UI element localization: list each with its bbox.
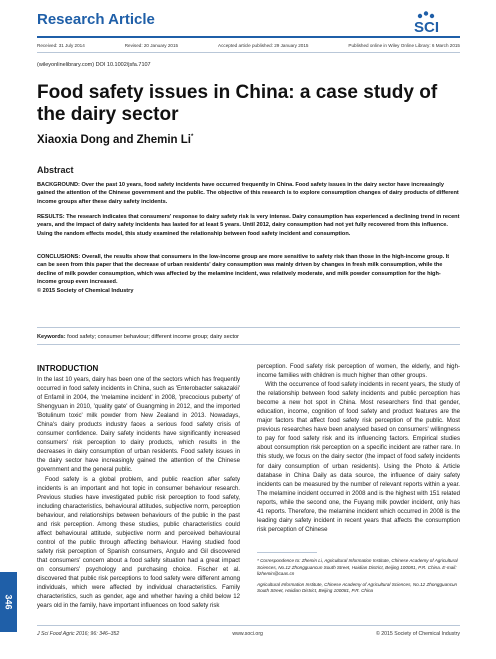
intro-paragraph: Food safety is a global problem, and public reaction after safety incidents is an important and hot topic in consumer behaviour research. Previous studies have investigated public risk perception to food safety, including characteristics, behavioural attitudes, subjective norm, perception behaviour, and relationships between behaviours of the public in the past and risk perception. Among these studies, public characteristics could affect behavioural attitude, subjective norm and perceived behavioural control of the public through affecting behaviour. Having studied food safety risk perception of Spanish consumers, Angulo and Gil discovered that consumers' concern about a food safety situation had a great impact on consumers' psychology and purchasing choice. Fischer et al. discovered that public risk perceptions to food safety were different among individuals, which were affected by individual characteristics. Family characteristics, such as gender, age and whether having a child below 12 years old in the family, have important influences on food safety risk xyxy=(37,475,240,610)
conclusions-label: CONCLUSIONS: xyxy=(37,254,81,260)
section-label: Research Article xyxy=(37,11,155,28)
abstract-background xyxy=(37,181,460,206)
doi[interactable]: (wileyonlinelibrary.com) DOI 10.1002/jsfa.7107 xyxy=(37,62,151,68)
abstract-results xyxy=(37,213,460,238)
divider xyxy=(37,52,460,53)
correspondence-mark: * xyxy=(191,134,194,141)
affiliation-note: Agricultural Information Institute, Chinese Academy of Agricultural Sciences, No.12 Zhongguancun South Street, Haidian District, Beijing 100081, P.R. China xyxy=(257,581,458,594)
keywords-text: food safety; consumer behaviour; different income group; dairy sector xyxy=(67,334,240,340)
accepted-date: Accepted article published: 29 January 2015 xyxy=(218,43,309,48)
left-column xyxy=(37,375,240,610)
page-number: 346 xyxy=(3,594,14,610)
introduction-heading: INTRODUCTION xyxy=(37,364,99,373)
intro-paragraph: With the occurrence of food safety incidents in recent years, the study of the relationship between food safety incidents and public perception has become a new hot spot in China. Most researchers find that gender, education, income, cognition of food safety and product features are the major factors that affect food safety risk perception of the public. Most previous researches have been analysed based on consumers' willingness to pay for food safety risk and its influencing factors. Empirical studies about consumption risk perception on a specific incident are rather rare. In this study, we focus on the dairy sector (the impact of food safety incidents for dairy consumption of urban residents). Using the Photo & Article database in China Daily as data source, the influence of dairy safety incidents can be measured by the number of relevant reports within a year. The melamine incident occurred in 2008 and is the highest with 151 related reports, while the second one, the Fuyang milk powder incident, only has 41 reports. Therefore, the melamine incident which occurred in 2008 is the leading dairy safety incident in recent years that affects the consumption risk perception of Chinese xyxy=(257,381,460,533)
footnote-rule xyxy=(257,552,317,553)
background-text: Over the past 10 years, food safety incidents have occurred frequently in China. Food safety issues in the dairy sector have increasingly gained the attention of the Chinese government and the public. The objective of this research is to explore consumption changes of dairy products of different income groups after these dairy safety incidents. xyxy=(37,182,459,205)
published-date: Published online in Wiley Online Library: 6 March 2015 xyxy=(348,43,460,48)
keywords xyxy=(37,334,460,340)
divider xyxy=(37,344,460,345)
authors xyxy=(37,134,193,146)
right-column xyxy=(257,362,460,534)
journal-citation: J Sci Food Agric 2016; 96: 346–352 xyxy=(37,631,120,637)
abstract-conclusions xyxy=(37,253,460,295)
footnote xyxy=(257,558,460,599)
intro-paragraph: In the last 10 years, dairy has been one of the sectors which has frequently occurred in food safety incidents in China, such as 'Enterobacter sakazakii' of Enfamil in 2004, the 'melamine incident' in 2008, 'precocious puberty' of Shengyuan in 2010, 'quality gate' of Guangming in 2012, and the imported 'Botulinum toxic' milk powder from New Zealand in 2013. Nowadays, China's dairy products industry faces a serious food safety crisis of consumer confidence. Dairy safety incidents have significantly increased consumers' risk perception to dairy products, which results in the decreases in dairy consumption of urban residents. Food safety issues in the dairy sector have increasingly gained the attention of the Chinese government and the general public. xyxy=(37,376,240,474)
intro-paragraph: perception. Food safety risk perception of women, the elderly, and high-income families with children is much higher than other groups. xyxy=(257,363,460,380)
results-text: The research indicates that consumers' response to dairy safety risk is very intense. Dairy consumption has experienced a declining trend in recent years, and the impact of dairy safety incidents has lasted for at least 5 years. Until 2012, dairy consumption had not yet fully recovered from this influence. Using the random effects model, this study examined the relationship between food safety incident and consumption. xyxy=(37,214,460,237)
society-website[interactable]: www.soci.org xyxy=(232,631,263,637)
page-number-tab xyxy=(0,572,17,632)
sci-logo xyxy=(410,10,456,36)
abstract-copyright: © 2015 Society of Chemical Industry xyxy=(37,287,134,294)
conclusions-text: Overall, the results show that consumers in the low-income group are more sensitive to safety risk than those in the high-income group. It can be seen from this paper that the decrease of urban residents' dairy consumption was mainly driven by changes in fresh milk consumption, while the decline of milk powder consumption, which was affected by the melamine incident, was relatively moderate, and milk powder consumption for the high-income group even increased. xyxy=(37,254,450,286)
author-names: Xiaoxia Dong and Zhemin Li xyxy=(37,134,191,146)
abstract-heading: Abstract xyxy=(37,165,74,175)
keywords-label: Keywords: xyxy=(37,334,66,340)
divider xyxy=(37,327,460,328)
results-label: RESULTS: xyxy=(37,214,65,220)
background-label: BACKGROUND: xyxy=(37,182,80,188)
correspondence-note: * Correspondence to: Zhemin Li, Agricultural Information Institute, Chinese Academy of Agricultural Sciences, No.12 Zhongguancun South Street, Haidian District, Beijing 100081, P.R. China. E-mail: lizhemin@caas.cn xyxy=(257,558,458,577)
article-dates xyxy=(37,43,460,48)
page-footer xyxy=(37,631,460,637)
svg-text:SCI: SCI xyxy=(414,19,440,36)
header-rule xyxy=(37,36,460,38)
article-title: Food safety issues in China: a case study of the dairy sector xyxy=(37,82,438,125)
revised-date: Revised: 20 January 2015 xyxy=(124,43,179,48)
divider xyxy=(37,625,460,626)
received-date: Received: 31 July 2014 xyxy=(37,43,85,48)
footer-copyright: © 2015 Society of Chemical Industry xyxy=(376,631,460,637)
